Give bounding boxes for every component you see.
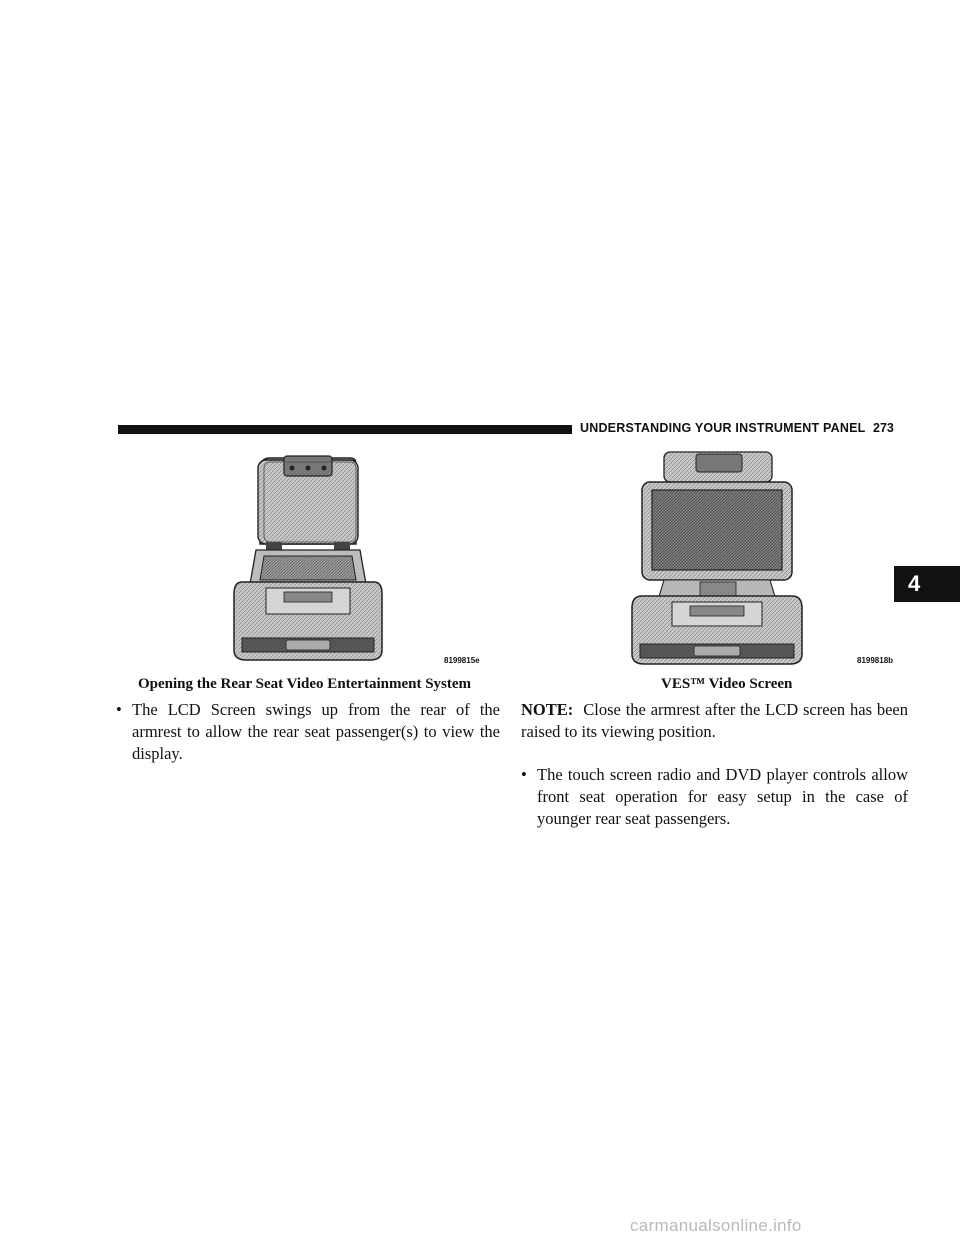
header-rule	[118, 425, 572, 434]
section-title: UNDERSTANDING YOUR INSTRUMENT PANEL	[580, 421, 866, 435]
note-paragraph	[521, 699, 908, 743]
note-text: Close the armrest after the LCD screen has been raised to its viewing position.	[521, 700, 908, 741]
figure-video-screen	[620, 450, 902, 668]
video-screen-illustration	[620, 450, 902, 668]
figure-code: 8199815e	[444, 656, 480, 665]
note-label: NOTE:	[521, 700, 574, 719]
figure-caption: VES™ Video Screen	[661, 676, 793, 692]
figure-code: 8199818b	[857, 656, 894, 665]
figure-caption: Opening the Rear Seat Video Entertainment System	[138, 676, 472, 692]
watermark: carmanualsonline.info	[630, 1216, 802, 1235]
bullet-text: The LCD Screen swings up from the rear of the armrest to allow the rear seat passenger(s) to view the display.	[132, 700, 500, 763]
bullet-item	[116, 699, 500, 765]
page-number: 273	[873, 421, 894, 435]
chapter-tab[interactable]: 4	[894, 566, 960, 602]
armrest-opening-illustration	[226, 454, 506, 668]
bullet-text: The touch screen radio and DVD player controls allow front seat operation for easy setup in the case of younger rear seat passengers.	[537, 765, 908, 828]
bullet-item	[521, 764, 908, 830]
bullet-glyph: •	[116, 700, 122, 719]
figure-armrest-opening	[226, 454, 506, 668]
bullet-glyph: •	[521, 765, 527, 784]
